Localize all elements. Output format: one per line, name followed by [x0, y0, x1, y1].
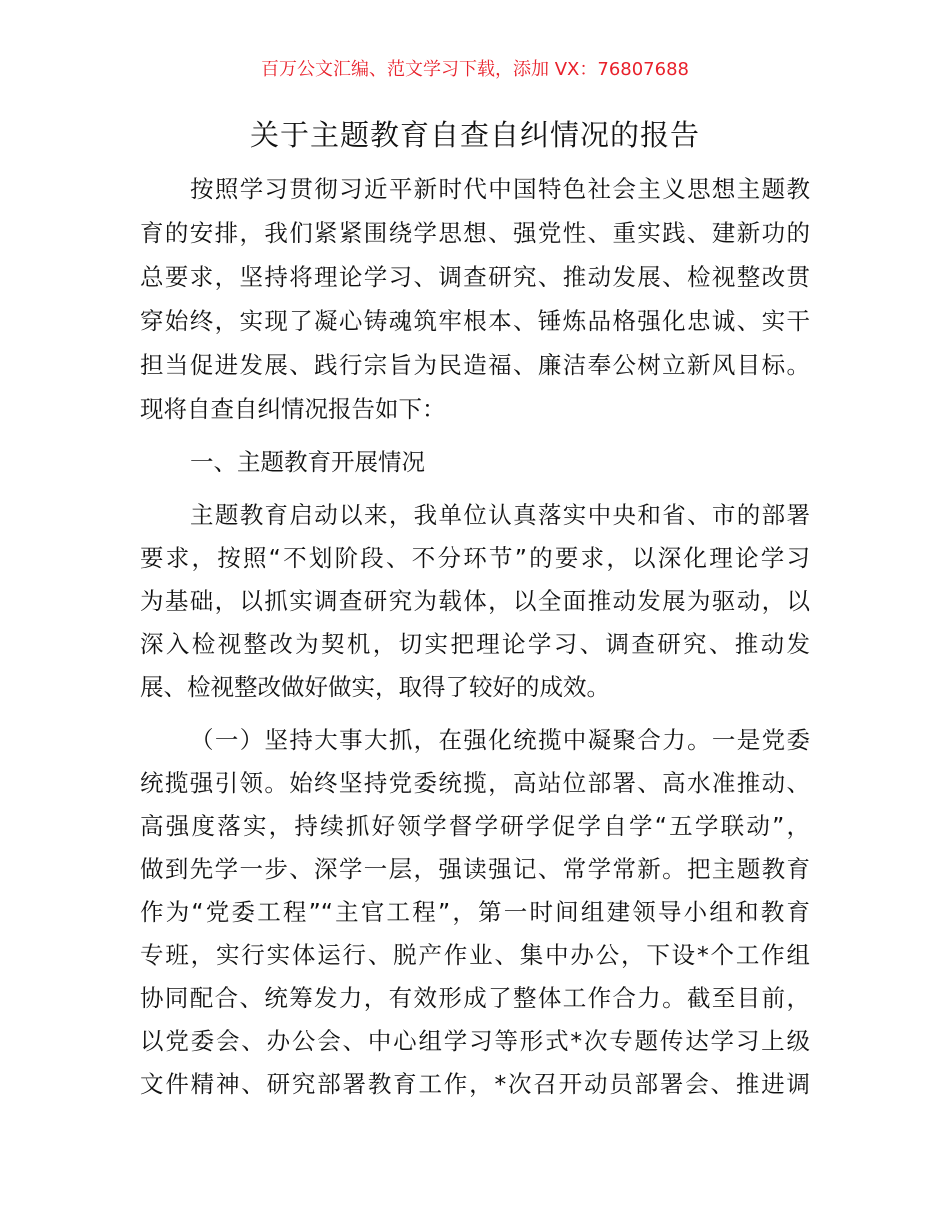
text-line: 专班，实行实体运行、脱产作业、集中办公，下设*个工作组: [140, 941, 810, 969]
text-line: 协同配合、统筹发力，有效形成了整体工作合力。截至目前，: [140, 984, 810, 1012]
text-line: 为基础，以抓实调查研究为载体，以全面推动发展为驱动，以: [140, 587, 810, 615]
text-line: 担当促进发展、践行宗旨为民造福、廉洁奉公树立新风目标。: [140, 351, 810, 379]
paragraph: [140, 167, 810, 431]
text-line: 作为“党委工程”“主官工程”，第一时间组建领导小组和教育: [140, 898, 810, 926]
text-line: 高强度落实，持续抓好领学督学研学促学自学“五学联动”，: [140, 812, 810, 840]
document-body: [140, 167, 810, 1116]
text-line: （一）坚持大事大抓，在强化统揽中凝聚合力。一是党委: [190, 726, 810, 754]
text-line: 主题教育启动以来，我单位认真落实中央和省、市的部署: [190, 501, 810, 529]
text-line: 做到先学一步、深学一层，强读强记、常学常新。把主题教育: [140, 855, 810, 883]
text-line: 统揽强引领。始终坚持党委统揽，高站位部署、高水准推动、: [140, 769, 810, 797]
text-line: 穿始终，实现了凝心铸魂筑牢根本、锤炼品格强化忠诚、实干: [140, 307, 810, 335]
text-line: 深入检视整改为契机，切实把理论学习、调查研究、推动发: [140, 630, 810, 658]
text-line: 育的安排，我们紧紧围绕学思想、强党性、重实践、建新功的: [140, 219, 810, 247]
text-line: 以党委会、办公会、中心组学习等形式*次专题传达学习上级: [140, 1027, 810, 1055]
document-title: 关于主题教育自查自纠情况的报告: [249, 118, 700, 152]
header-banner: 百万公文汇编、范文学习下载，添加 VX：76807688: [261, 59, 689, 80]
text-line: 一、主题教育开展情况: [190, 448, 425, 476]
text-line: 按照学习贯彻习近平新时代中国特色社会主义思想主题教: [190, 175, 810, 203]
paragraph: [140, 494, 810, 709]
paragraph: [140, 719, 810, 1106]
text-line: 展、检视整改做好做实，取得了较好的成效。: [140, 673, 610, 701]
text-line: 现将自查自纠情况报告如下：: [140, 395, 446, 423]
text-line: 总要求，坚持将理论学习、调查研究、推动发展、检视整改贯: [140, 263, 810, 291]
text-line: 要求，按照“不划阶段、不分环节”的要求，以深化理论学习: [140, 544, 810, 572]
text-line: 文件精神、研究部署教育工作，*次召开动员部署会、推进调: [140, 1070, 810, 1098]
paragraph: [140, 441, 810, 484]
